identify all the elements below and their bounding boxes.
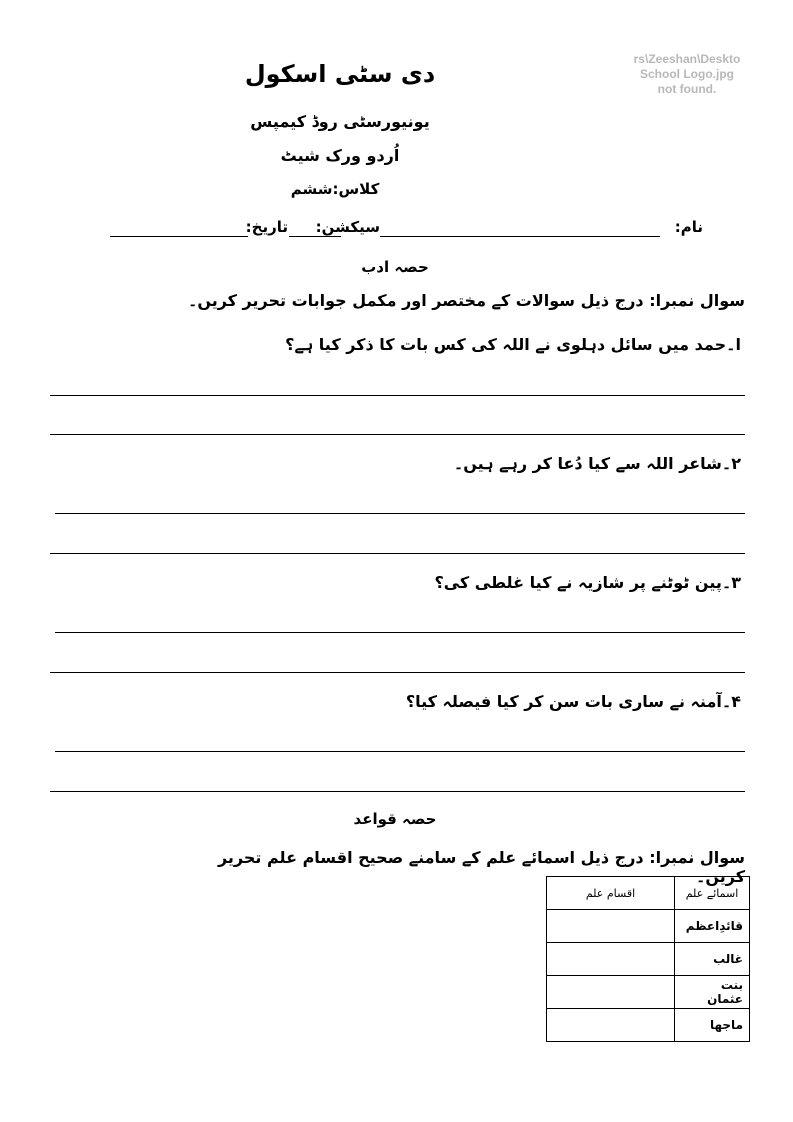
literature-heading: حصہ ادب xyxy=(361,258,429,276)
column-header-types: اقسام علم xyxy=(547,877,675,910)
missing-logo-status: not found. xyxy=(657,82,717,96)
answer-line[interactable] xyxy=(55,632,745,633)
date-label: تاریخ: xyxy=(245,218,288,236)
class-value: ششم xyxy=(290,180,333,198)
literature-instruction: سوال نمبرا: درج ذیل سوالات کے مختصر اور مکمل جوابات تحریر کریں۔ xyxy=(187,291,745,310)
answer-cell[interactable] xyxy=(547,1009,675,1042)
answer-line[interactable] xyxy=(50,791,745,792)
question-4: ۴۔آمنہ نے ساری بات سن کر کیا فیصلہ کیا؟ xyxy=(405,692,741,711)
campus-name: یونیورسٹی روڈ کیمپس xyxy=(250,112,430,131)
proper-noun-cell: بنت عثمان xyxy=(675,976,750,1009)
question-2: ۲۔شاعر اللہ سے کیا دُعا کر رہے ہیں۔ xyxy=(453,454,741,473)
question-1: ا۔حمد میں سائل دہلوی نے اللہ کی کس بات کا ذکر کیا ہے؟ xyxy=(285,335,741,354)
answer-cell[interactable] xyxy=(547,943,675,976)
table-row xyxy=(547,910,750,943)
class-line xyxy=(280,180,390,198)
worksheet-title: اُردو ورک شیٹ xyxy=(280,146,400,165)
proper-noun-cell: قائدِاعظم xyxy=(675,910,750,943)
section-label: سیکشن: xyxy=(315,218,380,236)
proper-noun-cell: ماجھا xyxy=(675,1009,750,1042)
column-header-names: اسمائے علم xyxy=(675,877,750,910)
table-row xyxy=(547,943,750,976)
answer-line[interactable] xyxy=(50,553,745,554)
answer-line[interactable] xyxy=(55,513,745,514)
answer-line[interactable] xyxy=(55,751,745,752)
answer-line[interactable] xyxy=(50,434,745,435)
question-3: ۳۔پین ٹوٹنے پر شازیہ نے کیا غلطی کی؟ xyxy=(434,573,741,592)
proper-nouns-table xyxy=(546,876,750,1042)
missing-logo-filename: School Logo.jpg xyxy=(640,67,734,81)
missing-logo-path: rs\Zeeshan\Deskto xyxy=(633,52,741,66)
class-label: کلاس: xyxy=(332,180,380,198)
missing-logo-placeholder xyxy=(622,52,752,97)
section-field[interactable] xyxy=(289,236,341,237)
answer-line[interactable] xyxy=(50,672,745,673)
name-field[interactable] xyxy=(380,236,660,237)
answer-cell[interactable] xyxy=(547,976,675,1009)
school-name: دی سٹی اسکول xyxy=(244,60,436,88)
name-label: نام: xyxy=(674,218,703,236)
table-header-row xyxy=(547,877,750,910)
table-row xyxy=(547,976,750,1009)
grammar-instruction: سوال نمبرا: درج ذیل اسمائے علم کے سامنے صحیح اقسام علم تحریر کریں۔ xyxy=(217,848,745,886)
answer-cell[interactable] xyxy=(547,910,675,943)
date-field[interactable] xyxy=(110,236,248,237)
answer-line[interactable] xyxy=(50,395,745,396)
grammar-heading: حصہ قواعد xyxy=(353,810,437,828)
table-row xyxy=(547,1009,750,1042)
proper-noun-cell: غالب xyxy=(675,943,750,976)
